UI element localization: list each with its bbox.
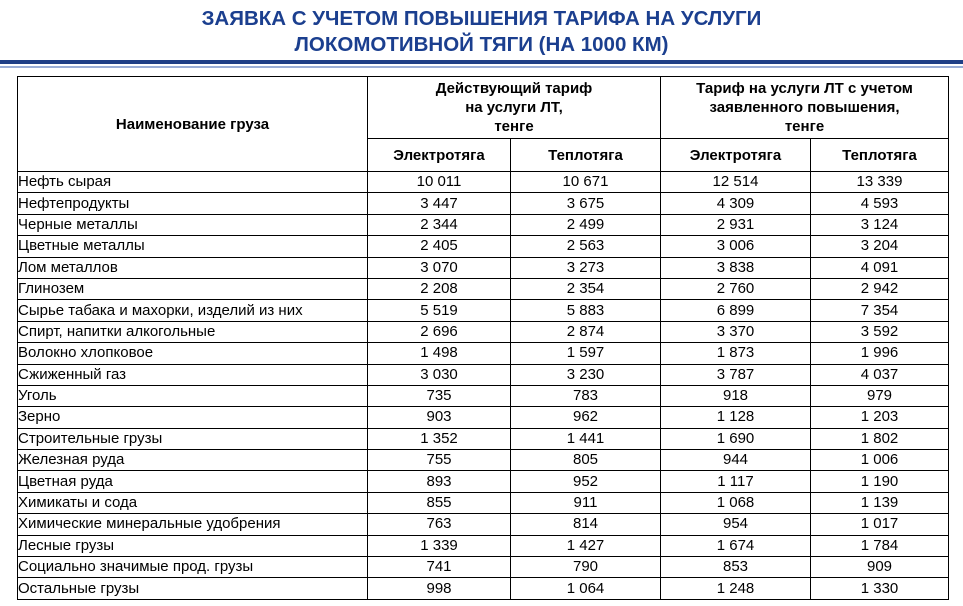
tariff-value-cell: 1 441 <box>511 428 661 449</box>
table-row <box>18 514 949 535</box>
tariff-value-cell: 944 <box>661 450 811 471</box>
tariff-value-cell: 1 068 <box>661 492 811 513</box>
tariff-value-cell: 805 <box>511 450 661 471</box>
table-row <box>18 343 949 364</box>
tariff-value-cell: 763 <box>368 514 511 535</box>
tariff-value-cell: 1 128 <box>661 407 811 428</box>
tariff-value-cell: 1 117 <box>661 471 811 492</box>
tariff-table <box>17 76 949 600</box>
table-row <box>18 492 949 513</box>
table-row <box>18 300 949 321</box>
tariff-value-cell: 1 190 <box>811 471 949 492</box>
tariff-value-cell: 1 597 <box>511 343 661 364</box>
title-divider-thick <box>0 60 963 64</box>
tariff-value-cell: 2 931 <box>661 214 811 235</box>
table-row <box>18 471 949 492</box>
tariff-value-cell: 1 139 <box>811 492 949 513</box>
header-current-tariff-line: Действующий тариф <box>435 80 593 97</box>
tariff-value-cell: 1 873 <box>661 343 811 364</box>
tariff-value-cell: 2 499 <box>511 214 661 235</box>
cargo-name-cell: Социально значимые прод. грузы <box>18 557 368 578</box>
tariff-value-cell: 1 784 <box>811 535 949 556</box>
tariff-value-cell: 814 <box>511 514 661 535</box>
tariff-value-cell: 3 370 <box>661 321 811 342</box>
cargo-name-cell: Строительные грузы <box>18 428 368 449</box>
tariff-value-cell: 5 883 <box>511 300 661 321</box>
cargo-name-cell: Цветная руда <box>18 471 368 492</box>
header-cargo-name: Наименование груза <box>18 77 368 172</box>
header-electric-current: Электротяга <box>368 139 511 172</box>
tariff-value-cell: 2 942 <box>811 278 949 299</box>
tariff-value-cell: 2 354 <box>511 278 661 299</box>
tariff-value-cell: 1 017 <box>811 514 949 535</box>
tariff-value-cell: 998 <box>368 578 511 599</box>
table-row <box>18 385 949 406</box>
tariff-value-cell: 2 760 <box>661 278 811 299</box>
page-title <box>0 6 963 58</box>
cargo-name-cell: Химические минеральные удобрения <box>18 514 368 535</box>
tariff-value-cell: 1 064 <box>511 578 661 599</box>
cargo-name-cell: Глинозем <box>18 278 368 299</box>
cargo-name-cell: Железная руда <box>18 450 368 471</box>
table-row <box>18 535 949 556</box>
tariff-table-body <box>18 172 949 600</box>
tariff-value-cell: 2 208 <box>368 278 511 299</box>
tariff-value-cell: 3 070 <box>368 257 511 278</box>
tariff-value-cell: 6 899 <box>661 300 811 321</box>
table-row <box>18 557 949 578</box>
cargo-name-cell: Сырье табака и махорки, изделий из них <box>18 300 368 321</box>
tariff-value-cell: 3 675 <box>511 193 661 214</box>
tariff-value-cell: 7 354 <box>811 300 949 321</box>
header-increased-tariff <box>661 77 949 139</box>
tariff-value-cell: 3 030 <box>368 364 511 385</box>
tariff-value-cell: 1 248 <box>661 578 811 599</box>
tariff-value-cell: 952 <box>511 471 661 492</box>
tariff-value-cell: 1 006 <box>811 450 949 471</box>
header-increased-tariff-line: Тариф на услуги ЛТ с учетом <box>696 80 913 97</box>
tariff-value-cell: 909 <box>811 557 949 578</box>
tariff-value-cell: 2 405 <box>368 236 511 257</box>
table-row <box>18 321 949 342</box>
tariff-value-cell: 1 498 <box>368 343 511 364</box>
table-row <box>18 450 949 471</box>
tariff-value-cell: 3 204 <box>811 236 949 257</box>
tariff-value-cell: 1 690 <box>661 428 811 449</box>
tariff-value-cell: 962 <box>511 407 661 428</box>
cargo-name-cell: Зерно <box>18 407 368 428</box>
header-current-tariff-line: на услуги ЛТ, <box>465 99 563 116</box>
tariff-value-cell: 1 674 <box>661 535 811 556</box>
header-diesel-current: Теплотяга <box>511 139 661 172</box>
tariff-value-cell: 10 011 <box>368 172 511 193</box>
tariff-value-cell: 12 514 <box>661 172 811 193</box>
tariff-value-cell: 1 203 <box>811 407 949 428</box>
tariff-value-cell: 979 <box>811 385 949 406</box>
cargo-name-cell: Лесные грузы <box>18 535 368 556</box>
tariff-value-cell: 3 838 <box>661 257 811 278</box>
header-diesel-increased: Теплотяга <box>811 139 949 172</box>
table-row <box>18 172 949 193</box>
tariff-value-cell: 790 <box>511 557 661 578</box>
tariff-value-cell: 954 <box>661 514 811 535</box>
tariff-value-cell: 735 <box>368 385 511 406</box>
cargo-name-cell: Лом металлов <box>18 257 368 278</box>
tariff-value-cell: 741 <box>368 557 511 578</box>
tariff-value-cell: 1 802 <box>811 428 949 449</box>
tariff-value-cell: 918 <box>661 385 811 406</box>
table-row <box>18 236 949 257</box>
title-line-1: ЗАЯВКА С УЧЕТОМ ПОВЫШЕНИЯ ТАРИФА НА УСЛУГИ <box>201 7 762 30</box>
tariff-value-cell: 10 671 <box>511 172 661 193</box>
tariff-value-cell: 853 <box>661 557 811 578</box>
tariff-value-cell: 5 519 <box>368 300 511 321</box>
tariff-value-cell: 3 230 <box>511 364 661 385</box>
cargo-name-cell: Черные металлы <box>18 214 368 235</box>
tariff-value-cell: 3 592 <box>811 321 949 342</box>
tariff-value-cell: 755 <box>368 450 511 471</box>
table-row <box>18 257 949 278</box>
table-row <box>18 407 949 428</box>
header-increased-tariff-line: заявленного повышения, <box>709 99 900 116</box>
tariff-value-cell: 1 352 <box>368 428 511 449</box>
table-row <box>18 578 949 599</box>
cargo-name-cell: Химикаты и сода <box>18 492 368 513</box>
cargo-name-cell: Спирт, напитки алкогольные <box>18 321 368 342</box>
table-row <box>18 214 949 235</box>
tariff-value-cell: 3 273 <box>511 257 661 278</box>
tariff-value-cell: 2 344 <box>368 214 511 235</box>
table-row <box>18 428 949 449</box>
tariff-value-cell: 2 563 <box>511 236 661 257</box>
cargo-name-cell: Цветные металлы <box>18 236 368 257</box>
tariff-value-cell: 1 996 <box>811 343 949 364</box>
header-current-tariff-line: тенге <box>494 118 534 135</box>
cargo-name-cell: Остальные грузы <box>18 578 368 599</box>
tariff-value-cell: 4 091 <box>811 257 949 278</box>
cargo-name-cell: Сжиженный газ <box>18 364 368 385</box>
tariff-value-cell: 2 874 <box>511 321 661 342</box>
tariff-value-cell: 1 339 <box>368 535 511 556</box>
cargo-name-cell: Нефтепродукты <box>18 193 368 214</box>
tariff-value-cell: 1 330 <box>811 578 949 599</box>
tariff-value-cell: 4 309 <box>661 193 811 214</box>
tariff-value-cell: 911 <box>511 492 661 513</box>
tariff-value-cell: 3 124 <box>811 214 949 235</box>
tariff-value-cell: 4 593 <box>811 193 949 214</box>
tariff-value-cell: 2 696 <box>368 321 511 342</box>
title-divider-thin <box>0 66 963 68</box>
header-current-tariff <box>368 77 661 139</box>
header-electric-increased: Электротяга <box>661 139 811 172</box>
tariff-value-cell: 4 037 <box>811 364 949 385</box>
tariff-value-cell: 3 006 <box>661 236 811 257</box>
tariff-value-cell: 3 787 <box>661 364 811 385</box>
title-line-2: ЛОКОМОТИВНОЙ ТЯГИ (НА 1000 КМ) <box>294 33 669 56</box>
table-row <box>18 278 949 299</box>
tariff-value-cell: 783 <box>511 385 661 406</box>
table-row <box>18 193 949 214</box>
tariff-value-cell: 1 427 <box>511 535 661 556</box>
cargo-name-cell: Волокно хлопковое <box>18 343 368 364</box>
tariff-value-cell: 893 <box>368 471 511 492</box>
tariff-value-cell: 855 <box>368 492 511 513</box>
tariff-value-cell: 13 339 <box>811 172 949 193</box>
cargo-name-cell: Уголь <box>18 385 368 406</box>
tariff-value-cell: 3 447 <box>368 193 511 214</box>
header-increased-tariff-line: тенге <box>784 118 825 135</box>
tariff-value-cell: 903 <box>368 407 511 428</box>
cargo-name-cell: Нефть сырая <box>18 172 368 193</box>
table-row <box>18 364 949 385</box>
